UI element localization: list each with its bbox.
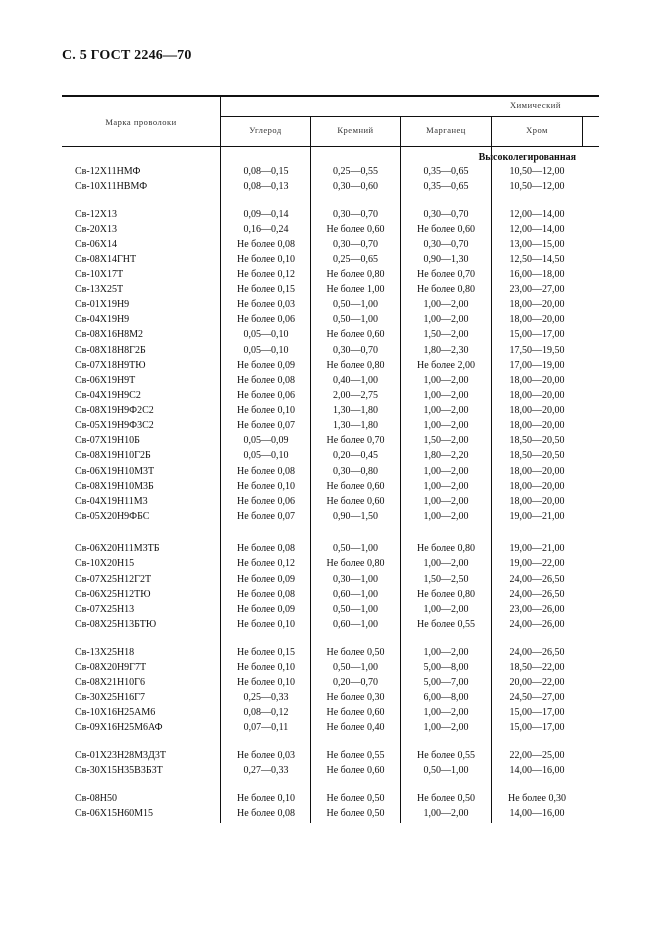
- cell-silicon: 0,30—0,70: [333, 345, 378, 356]
- cell-carbon: Не более 0,10: [237, 662, 295, 673]
- cell-grade: Св-12Х13: [75, 209, 117, 220]
- cell-chromium: 24,00—26,50: [509, 647, 565, 658]
- cell-manganese: 1,50—2,00: [423, 435, 469, 446]
- cell-silicon: Не более 0,60: [326, 224, 385, 235]
- cell-carbon: Не более 0,08: [237, 375, 295, 386]
- cell-manganese: 1,00—2,00: [423, 707, 469, 718]
- cell-manganese: 1,50—2,00: [423, 329, 469, 340]
- cell-chromium: 23,00—26,00: [509, 604, 565, 615]
- cell-chromium: 18,00—20,00: [509, 299, 565, 310]
- cell-grade: Св-10Х16Н25АМ6: [75, 707, 156, 718]
- cell-manganese: 0,50—1,00: [423, 765, 469, 776]
- cell-carbon: Не более 0,10: [237, 481, 295, 492]
- cell-carbon: 0,05—0,09: [243, 435, 289, 446]
- table-row: [0, 237, 661, 252]
- cell-silicon: Не более 0,70: [326, 435, 385, 446]
- cell-manganese: 0,35—0,65: [423, 181, 469, 192]
- cell-manganese: 0,30—0,70: [423, 239, 469, 250]
- cell-grade: Св-05Х19Н9Ф3С2: [75, 420, 154, 431]
- table-row: [0, 660, 661, 675]
- cell-carbon: Не более 0,10: [237, 254, 295, 265]
- cell-chromium: 10,50—12,00: [509, 181, 565, 192]
- cell-silicon: 2,00—2,75: [333, 390, 378, 401]
- cell-chromium: 14,00—16,00: [509, 808, 565, 819]
- table-row: [0, 373, 661, 388]
- table-row: [0, 388, 661, 403]
- cell-silicon: 0,60—1,00: [333, 619, 378, 630]
- cell-carbon: Не более 0,06: [237, 390, 295, 401]
- table-row: [0, 479, 661, 494]
- table-row: [0, 645, 661, 660]
- cell-silicon: 0,90—1,50: [333, 511, 378, 522]
- cell-carbon: Не более 0,10: [237, 793, 295, 804]
- header-manganese: Марганец: [426, 125, 466, 135]
- header-chromium: Хром: [526, 125, 548, 135]
- cell-silicon: 0,30—0,80: [333, 466, 378, 477]
- cell-carbon: Не более 0,12: [237, 558, 295, 569]
- cell-grade: Св-04Х19Н11М3: [75, 496, 148, 507]
- cell-chromium: 18,00—20,00: [509, 390, 565, 401]
- cell-chromium: 12,00—14,00: [509, 209, 565, 220]
- cell-carbon: Не более 0,08: [237, 466, 295, 477]
- cell-carbon: Не более 0,12: [237, 269, 295, 280]
- cell-silicon: Не более 0,60: [326, 765, 385, 776]
- cell-carbon: Не более 0,03: [237, 299, 295, 310]
- cell-chromium: 18,00—20,00: [509, 314, 565, 325]
- cell-carbon: Не более 0,08: [237, 543, 295, 554]
- cell-carbon: Не более 0,07: [237, 511, 295, 522]
- cell-silicon: Не более 0,80: [326, 558, 385, 569]
- cell-manganese: 1,00—2,00: [423, 390, 469, 401]
- cell-grade: Св-05Х20Н9ФБС: [75, 511, 150, 522]
- cell-chromium: 18,00—20,00: [509, 481, 565, 492]
- cell-grade: Св-08Х25Н13БТЮ: [75, 619, 157, 630]
- cell-carbon: Не более 0,10: [237, 405, 295, 416]
- table-row: [0, 312, 661, 327]
- table-row: [0, 602, 661, 617]
- cell-silicon: 0,60—1,00: [333, 589, 378, 600]
- cell-manganese: 1,00—2,00: [423, 722, 469, 733]
- cell-silicon: 0,25—0,65: [333, 254, 378, 265]
- cell-carbon: 0,08—0,13: [243, 181, 289, 192]
- cell-carbon: Не более 0,06: [237, 314, 295, 325]
- cell-manganese: 5,00—8,00: [423, 662, 469, 673]
- table-row: [0, 675, 661, 690]
- cell-grade: Св-10Х11НВМФ: [75, 181, 148, 192]
- page-header: С. 5 ГОСТ 2246—70: [62, 48, 192, 63]
- cell-silicon: Не более 0,80: [326, 269, 385, 280]
- cell-manganese: 1,00—2,00: [423, 558, 469, 569]
- header-chemical: Химический: [510, 100, 561, 110]
- cell-grade: Св-07Х25Н12Г2Т: [75, 574, 152, 585]
- cell-grade: Св-08Х19Н10М3Б: [75, 481, 154, 492]
- table-row: [0, 297, 661, 312]
- cell-chromium: 22,00—25,00: [509, 750, 565, 761]
- cell-manganese: 0,90—1,30: [423, 254, 469, 265]
- table-row: [0, 791, 661, 806]
- table-row: [0, 403, 661, 418]
- table-row: [0, 587, 661, 602]
- table-row: [0, 267, 661, 282]
- cell-carbon: Не более 0,08: [237, 808, 295, 819]
- table-row: [0, 806, 661, 821]
- cell-grade: Св-06Х19Н10М3Т: [75, 466, 155, 477]
- cell-chromium: 18,00—20,00: [509, 466, 565, 477]
- cell-manganese: 1,00—2,00: [423, 314, 469, 325]
- table-row: [0, 556, 661, 571]
- cell-chromium: 18,00—20,00: [509, 420, 565, 431]
- cell-silicon: Не более 0,60: [326, 707, 385, 718]
- cell-silicon: Не более 0,60: [326, 496, 385, 507]
- header-silicon: Кремний: [337, 125, 374, 135]
- cell-grade: Св-08Х20Н9Г7Т: [75, 662, 147, 673]
- cell-carbon: 0,05—0,10: [243, 345, 289, 356]
- cell-carbon: Не более 0,07: [237, 420, 295, 431]
- cell-manganese: 1,00—2,00: [423, 511, 469, 522]
- cell-grade: Св-08Х14ГНТ: [75, 254, 137, 265]
- cell-carbon: Не более 0,08: [237, 239, 295, 250]
- cell-manganese: 1,00—2,00: [423, 647, 469, 658]
- header-bottom-rule: [62, 146, 599, 147]
- cell-silicon: Не более 1,00: [326, 284, 385, 295]
- cell-manganese: 1,00—2,00: [423, 375, 469, 386]
- table-row: [0, 464, 661, 479]
- cell-carbon: Не более 0,09: [237, 574, 295, 585]
- table-row: [0, 164, 661, 179]
- cell-grade: Св-08Х21Н10Г6: [75, 677, 145, 688]
- cell-chromium: 18,50—22,00: [509, 662, 565, 673]
- cell-manganese: Не более 0,80: [417, 284, 475, 295]
- cell-manganese: 1,80—2,20: [423, 450, 469, 461]
- cell-grade: Св-01Х19Н9: [75, 299, 130, 310]
- cell-silicon: 1,30—1,80: [333, 405, 378, 416]
- table-row: [0, 705, 661, 720]
- cell-grade: Св-08Х16Н8М2: [75, 329, 144, 340]
- column-divider-chromium: [582, 116, 583, 147]
- cell-grade: Св-08Х18Н8Г2Б: [75, 345, 146, 356]
- chemical-subheader-rule: [220, 116, 599, 117]
- cell-manganese: 1,00—2,00: [423, 299, 469, 310]
- table-row: [0, 763, 661, 778]
- cell-grade: Св-13Х25Н18: [75, 647, 135, 658]
- table-row: [0, 509, 661, 524]
- cell-silicon: 0,50—1,00: [333, 543, 378, 554]
- cell-carbon: Не более 0,15: [237, 284, 295, 295]
- cell-chromium: Не более 0,30: [508, 793, 566, 804]
- cell-manganese: Не более 0,80: [417, 543, 475, 554]
- header-carbon: Углерод: [249, 125, 282, 135]
- cell-silicon: Не более 0,60: [326, 481, 385, 492]
- cell-grade: Св-01Х23Н28М3Д3Т: [75, 750, 166, 761]
- cell-silicon: 1,30—1,80: [333, 420, 378, 431]
- cell-grade: Св-07Х19Н10Б: [75, 435, 140, 446]
- cell-carbon: Не более 0,09: [237, 604, 295, 615]
- cell-chromium: 18,00—20,00: [509, 405, 565, 416]
- cell-manganese: 1,50—2,50: [423, 574, 469, 585]
- cell-grade: Св-13Х25Т: [75, 284, 124, 295]
- cell-manganese: 5,00—7,00: [423, 677, 469, 688]
- cell-manganese: 1,00—2,00: [423, 604, 469, 615]
- cell-manganese: Не более 0,50: [417, 793, 475, 804]
- cell-manganese: Не более 0,80: [417, 589, 475, 600]
- table-row: [0, 494, 661, 509]
- cell-grade: Св-06Х19Н9Т: [75, 375, 136, 386]
- cell-grade: Св-30Х15Н35В3Б3Т: [75, 765, 163, 776]
- cell-grade: Св-20Х13: [75, 224, 117, 235]
- cell-silicon: 0,50—1,00: [333, 662, 378, 673]
- cell-silicon: Не более 0,50: [326, 793, 385, 804]
- table-row: [0, 282, 661, 297]
- cell-carbon: 0,08—0,15: [243, 166, 289, 177]
- cell-silicon: Не более 0,50: [326, 647, 385, 658]
- cell-carbon: Не более 0,15: [237, 647, 295, 658]
- cell-manganese: 1,00—2,00: [423, 405, 469, 416]
- cell-carbon: Не более 0,10: [237, 619, 295, 630]
- cell-grade: Св-04Х19Н9: [75, 314, 130, 325]
- cell-silicon: 0,30—0,60: [333, 181, 378, 192]
- cell-grade: Св-06Х15Н60М15: [75, 808, 154, 819]
- table-row: [0, 252, 661, 267]
- cell-carbon: Не более 0,09: [237, 360, 295, 371]
- cell-grade: Св-06Х25Н12ТЮ: [75, 589, 151, 600]
- table-row: [0, 720, 661, 735]
- cell-chromium: 17,50—19,50: [509, 345, 565, 356]
- cell-chromium: 24,00—26,00: [509, 619, 565, 630]
- table-top-rule: [62, 95, 599, 97]
- cell-grade: Св-08Н50: [75, 793, 117, 804]
- cell-grade: Св-08Х19Н9Ф2С2: [75, 405, 154, 416]
- table-row: [0, 690, 661, 705]
- cell-silicon: 0,20—0,70: [333, 677, 378, 688]
- cell-chromium: 10,50—12,00: [509, 166, 565, 177]
- cell-carbon: Не более 0,10: [237, 677, 295, 688]
- cell-grade: Св-06Х14: [75, 239, 117, 250]
- table-row: [0, 748, 661, 763]
- cell-carbon: Не более 0,03: [237, 750, 295, 761]
- cell-chromium: 13,00—15,00: [509, 239, 565, 250]
- table-row: [0, 448, 661, 463]
- cell-manganese: 0,35—0,65: [423, 166, 469, 177]
- section-title: Высоколегированная: [478, 152, 576, 163]
- cell-chromium: 15,00—17,00: [509, 707, 565, 718]
- cell-grade: Св-06Х20Н11М3ТБ: [75, 543, 160, 554]
- cell-silicon: Не более 0,50: [326, 808, 385, 819]
- cell-silicon: 0,50—1,00: [333, 299, 378, 310]
- cell-carbon: 0,08—0,12: [243, 707, 289, 718]
- cell-manganese: 1,00—2,00: [423, 808, 469, 819]
- cell-carbon: 0,16—0,24: [243, 224, 289, 235]
- cell-manganese: 1,00—2,00: [423, 481, 469, 492]
- cell-chromium: 19,00—21,00: [509, 543, 565, 554]
- header-wire-grade: Марка проволоки: [105, 117, 177, 127]
- cell-manganese: Не более 0,55: [417, 750, 475, 761]
- table-row: [0, 541, 661, 556]
- cell-chromium: 18,50—20,50: [509, 435, 565, 446]
- cell-chromium: 18,50—20,50: [509, 450, 565, 461]
- cell-silicon: Не более 0,80: [326, 360, 385, 371]
- table-row: [0, 572, 661, 587]
- table-row: [0, 179, 661, 194]
- cell-carbon: 0,05—0,10: [243, 450, 289, 461]
- cell-grade: Св-09Х16Н25М6АФ: [75, 722, 163, 733]
- cell-carbon: 0,05—0,10: [243, 329, 289, 340]
- cell-silicon: 0,40—1,00: [333, 375, 378, 386]
- cell-silicon: Не более 0,60: [326, 329, 385, 340]
- cell-silicon: Не более 0,40: [326, 722, 385, 733]
- cell-carbon: 0,25—0,33: [243, 692, 289, 703]
- cell-grade: Св-08Х19Н10Г2Б: [75, 450, 151, 461]
- cell-manganese: 1,00—2,00: [423, 420, 469, 431]
- cell-grade: Св-07Х25Н13: [75, 604, 135, 615]
- cell-manganese: Не более 2,00: [417, 360, 475, 371]
- table-row: [0, 222, 661, 237]
- cell-grade: Св-04Х19Н9С2: [75, 390, 141, 401]
- cell-grade: Св-10Х20Н15: [75, 558, 135, 569]
- cell-manganese: 1,00—2,00: [423, 466, 469, 477]
- cell-chromium: 24,00—26,50: [509, 589, 565, 600]
- cell-chromium: 23,00—27,00: [509, 284, 565, 295]
- cell-manganese: 6,00—8,00: [423, 692, 469, 703]
- cell-grade: Св-12Х11НМФ: [75, 166, 141, 177]
- cell-carbon: Не более 0,08: [237, 589, 295, 600]
- cell-silicon: 0,20—0,45: [333, 450, 378, 461]
- cell-carbon: 0,27—0,33: [243, 765, 289, 776]
- cell-manganese: 1,00—2,00: [423, 496, 469, 507]
- table-row: [0, 358, 661, 373]
- table-row: [0, 418, 661, 433]
- cell-chromium: 12,50—14,50: [509, 254, 565, 265]
- cell-chromium: 24,50—27,00: [509, 692, 565, 703]
- cell-chromium: 18,00—20,00: [509, 375, 565, 386]
- cell-chromium: 16,00—18,00: [509, 269, 565, 280]
- table-row: [0, 207, 661, 222]
- cell-silicon: Не более 0,55: [326, 750, 385, 761]
- cell-grade: Св-10Х17Т: [75, 269, 124, 280]
- table-row: [0, 343, 661, 358]
- cell-carbon: Не более 0,06: [237, 496, 295, 507]
- cell-silicon: 0,30—0,70: [333, 239, 378, 250]
- cell-chromium: 15,00—17,00: [509, 329, 565, 340]
- cell-carbon: 0,09—0,14: [243, 209, 289, 220]
- cell-grade: Св-07Х18Н9ТЮ: [75, 360, 146, 371]
- cell-chromium: 14,00—16,00: [509, 765, 565, 776]
- cell-chromium: 15,00—17,00: [509, 722, 565, 733]
- cell-silicon: 0,30—1,00: [333, 574, 378, 585]
- cell-chromium: 17,00—19,00: [509, 360, 565, 371]
- cell-manganese: 0,30—0,70: [423, 209, 469, 220]
- cell-chromium: 18,00—20,00: [509, 496, 565, 507]
- table-row: [0, 617, 661, 632]
- cell-silicon: 0,50—1,00: [333, 314, 378, 325]
- cell-chromium: 19,00—22,00: [509, 558, 565, 569]
- cell-silicon: 0,50—1,00: [333, 604, 378, 615]
- cell-grade: Св-30Х25Н16Г7: [75, 692, 145, 703]
- cell-chromium: 19,00—21,00: [509, 511, 565, 522]
- table-row: [0, 327, 661, 342]
- cell-silicon: Не более 0,30: [326, 692, 385, 703]
- cell-carbon: 0,07—0,11: [243, 722, 289, 733]
- cell-chromium: 24,00—26,50: [509, 574, 565, 585]
- cell-manganese: Не более 0,55: [417, 619, 475, 630]
- cell-chromium: 20,00—22,00: [509, 677, 565, 688]
- cell-chromium: 12,00—14,00: [509, 224, 565, 235]
- table-row: [0, 433, 661, 448]
- cell-manganese: Не более 0,70: [417, 269, 475, 280]
- cell-silicon: 0,30—0,70: [333, 209, 378, 220]
- cell-manganese: 1,80—2,30: [423, 345, 469, 356]
- cell-manganese: Не более 0,60: [417, 224, 475, 235]
- cell-silicon: 0,25—0,55: [333, 166, 378, 177]
